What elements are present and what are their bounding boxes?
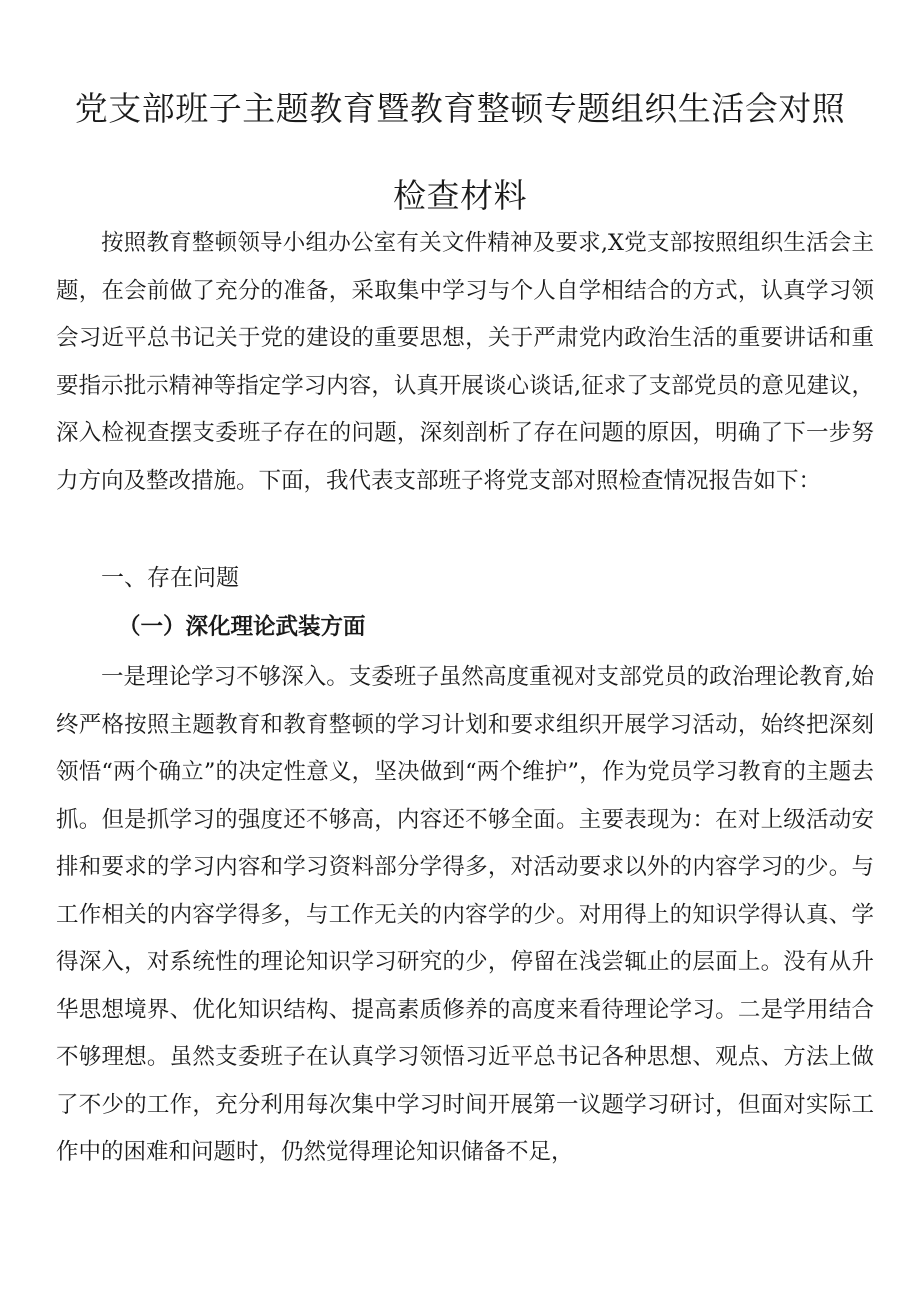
- section-heading-problems: 一、存在问题: [101, 565, 239, 591]
- intro-paragraph: 按照教育整顿领导小组办公室有关文件精神及要求,X党支部按照组织生活会主题，在会前做了充分的准备，采取集中学习与个人自学相结合的方式，认真学习领会习近平总书记关于党的建设的重要思想，关于严肃党内政治生活的重要讲话和重要指示批示精神等指定学习内容，认真开展谈心谈话,征求了支部党员的意见建议，深入检视查摆支委班子存在的问题，深刻剖析了存在问题的原因，明确了下一步努力方向及整改措施。下面，我代表支部班子将党支部对照检查情况报告如下：: [56, 230, 874, 494]
- document-title-line-2: 检查材料: [393, 176, 527, 215]
- subsection-heading-theory: （一）深化理论武装方面: [118, 614, 366, 640]
- document-title-line-1: 党支部班子主题教育暨教育整顿专题组织生活会对照: [74, 89, 846, 128]
- body-paragraph-theory-study: 一是理论学习不够深入。支委班子虽然高度重视对支部党员的政治理论教育,始终严格按照主题教育和教育整顿的学习计划和要求组织开展学习活动，始终把深刻领悟“两个确立”的决定性意义，坚决做到“两个维护”，作为党员学习教育的主题去抓。但是抓学习的强度还不够高，内容还不够全面。主要表现为：在对上级活动安排和要求的学习内容和学习资料部分学得多，对活动要求以外的内容学习的少。与工作相关的内容学得多，与工作无关的内容学的少。对用得上的知识学得认真、学得深入，对系统性的理论知识学习研究的少，停留在浅尝辄止的层面上。没有从升华思想境界、优化知识结构、提高素质修养的高度来看待理论学习。二是学用结合不够理想。虽然支委班子在认真学习领悟习近平总书记各种思想、观点、方法上做了不少的工作，充分利用每次集中学习时间开展第一议题学习研讨，但面对实际工作中的困难和问题时，仍然觉得理论知识储备不足，: [56, 664, 874, 1165]
